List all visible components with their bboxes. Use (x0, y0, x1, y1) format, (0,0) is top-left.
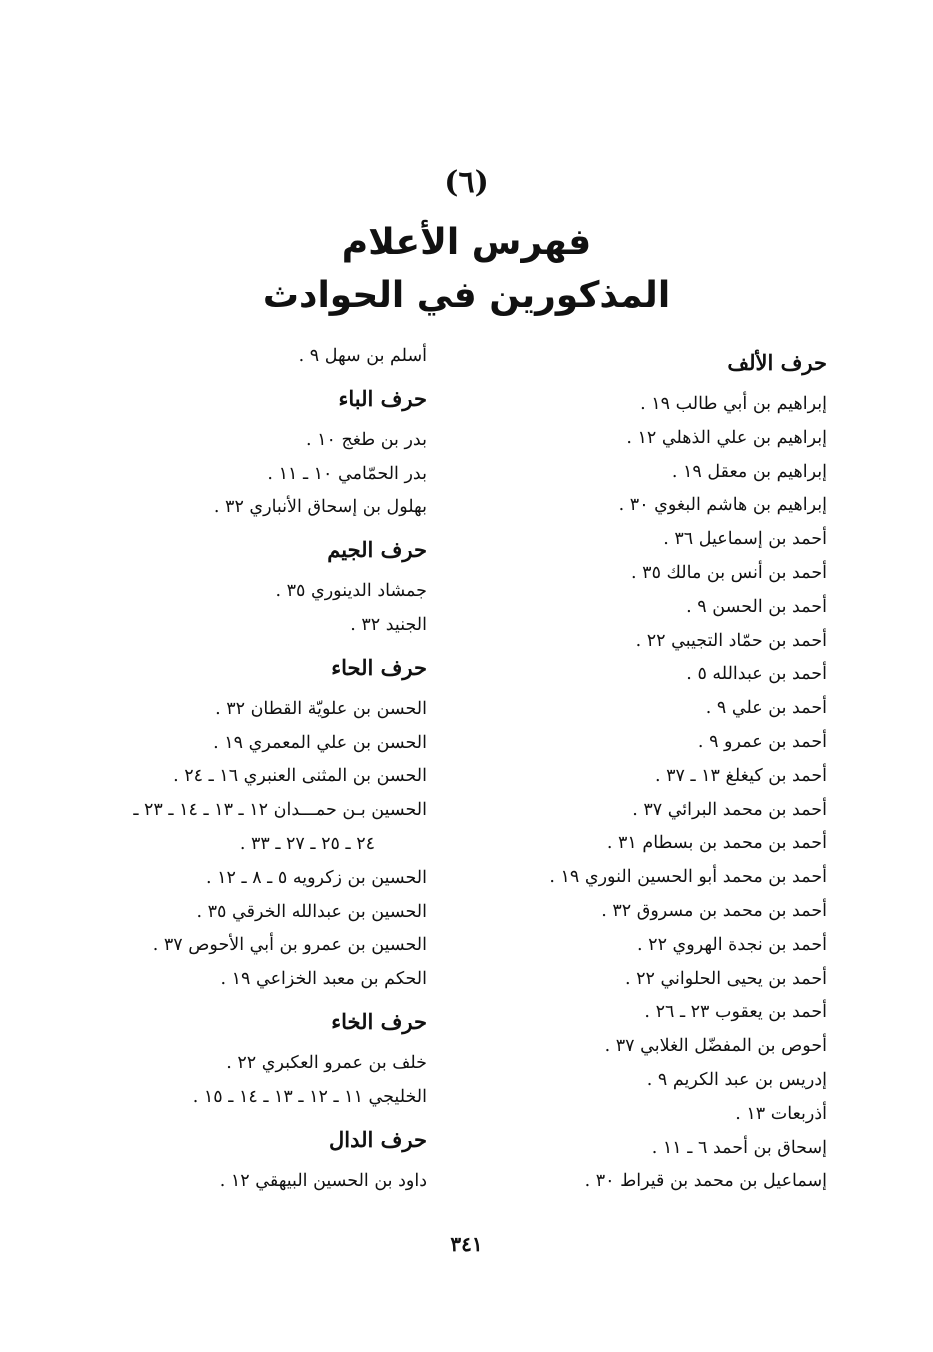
index-entry: الحسن بن علويّة القطان ٣٢ . (215, 698, 427, 719)
index-title: فهرس الأعلام (341, 222, 592, 263)
index-entry: إبراهيم بن علي الذهلي ١٢ . (626, 427, 827, 448)
letter-heading-ha: حرف الحاء (331, 654, 427, 680)
section-number: (٦) (444, 165, 489, 200)
index-entry: أحمد بن كيغلغ ١٣ ـ ٣٧ . (654, 765, 827, 786)
index-entry: إبراهيم بن هاشم البغوي ٣٠ . (618, 495, 827, 516)
index-entry: الحسين بن زكرويه ٥ ـ ٨ ـ ١٢ . (205, 867, 427, 888)
index-entry: أحمد بن علي ٩ . (705, 698, 827, 719)
index-entry: خلف بن عمرو العكبري ٢٢ . (226, 1052, 427, 1073)
index-entry: بدر الحمّامي ١٠ ـ ١١ . (267, 463, 427, 484)
index-entry: أحمد بن محمد البرائي ٣٧ . (632, 799, 827, 820)
index-entry: أحمد بن أنس بن مالك ٣٥ . (631, 562, 827, 583)
index-entry: إسحاق بن أحمد ٦ ـ ١١ . (651, 1137, 827, 1158)
index-entry: جمشاد الدينوري ٣٥ . (275, 581, 427, 602)
index-entry: بدر بن طغج ١٠ . (305, 429, 427, 450)
index-entry: أذربعات ١٣ . (735, 1103, 827, 1124)
index-entry: الحسين بن عبدالله الخرقي ٣٥ . (196, 901, 427, 922)
index-entry: الحسن بن المثنى العنبري ١٦ ـ ٢٤ . (173, 766, 427, 787)
index-entry: أحمد بن نجدة الهروي ٢٢ . (637, 934, 827, 955)
index-entry: الجنيد ٣٢ . (350, 614, 427, 635)
index-entry: إبراهيم بن معقل ١٩ . (671, 461, 827, 482)
index-entry: أحمد بن يعقوب ٢٣ ـ ٢٦ . (644, 1002, 827, 1023)
index-entry: أحمد بن محمد أبو الحسين النوري ١٩ . (549, 867, 827, 888)
entries-alif (497, 388, 827, 1199)
index-entry: أحمد بن الحسن ٩ . (686, 596, 827, 617)
index-entry: إدريس بن عبد الكريم ٩ . (646, 1069, 827, 1090)
index-entry: الحسن بن علي المعمري ١٩ . (213, 732, 427, 753)
index-entry: أحوص بن المفضّل الغلابي ٣٧ . (604, 1036, 827, 1057)
letter-heading-jim: حرف الجيم (327, 537, 427, 563)
index-entry: أحمد بن يحيى الحلواني ٢٢ . (624, 968, 827, 989)
letter-heading-ba: حرف الباء (338, 385, 427, 411)
index-entry: أحمد بن محمد بن بسطام ٣١ . (606, 833, 827, 854)
index-entry: الحسين بن عمرو بن أبي الأحوص ٣٧ . (152, 935, 427, 956)
index-entry: أحمد بن عمرو ٩ . (697, 731, 827, 752)
index-entry: الخليجي ١١ ـ ١٢ ـ ١٣ ـ ١٤ ـ ١٥ . (192, 1086, 427, 1107)
index-entry-continuation: ٢٤ ـ ٢٥ ـ ٢٧ ـ ٣٣ . (239, 833, 375, 854)
index-entry: بهلول بن إسحاق الأنباري ٣٢ . (213, 497, 427, 518)
index-entry: الحكم بن معبد الخزاعي ١٩ . (220, 969, 427, 990)
index-entry: إسماعيل بن محمد بن قيراط ٣٠ . (584, 1171, 827, 1192)
index-subtitle: المذكورين في الحوادث (262, 275, 671, 316)
page-number: ٣٤١ (450, 1232, 483, 1256)
index-entry: إبراهيم بن أبي طالب ١٩ . (640, 394, 827, 414)
index-entry: أحمد بن عبدالله ٥ . (686, 664, 827, 685)
index-entry: أحمد بن إسماعيل ٣٦ . (663, 529, 827, 550)
right-column (497, 338, 827, 1199)
index-entry: أحمد بن حمّاد التجيبي ٢٢ . (635, 630, 827, 651)
letter-heading-kha: حرف الخاء (331, 1008, 427, 1034)
index-entry: أسلم بن سهل ٩ . (298, 346, 427, 366)
index-entry: الحسين بـن حمـــدان ١٢ ـ ١٣ ـ ١٤ ـ ٢٣ ـ (133, 800, 427, 821)
left-column (87, 338, 427, 1198)
letter-heading-alif: حرف الألف (727, 350, 827, 375)
index-entry: أحمد بن محمد بن مسروق ٣٢ . (601, 900, 827, 921)
letter-heading-dal: حرف الدال (329, 1126, 427, 1152)
index-entry: داود بن الحسين البيهقي ١٢ . (219, 1170, 427, 1191)
